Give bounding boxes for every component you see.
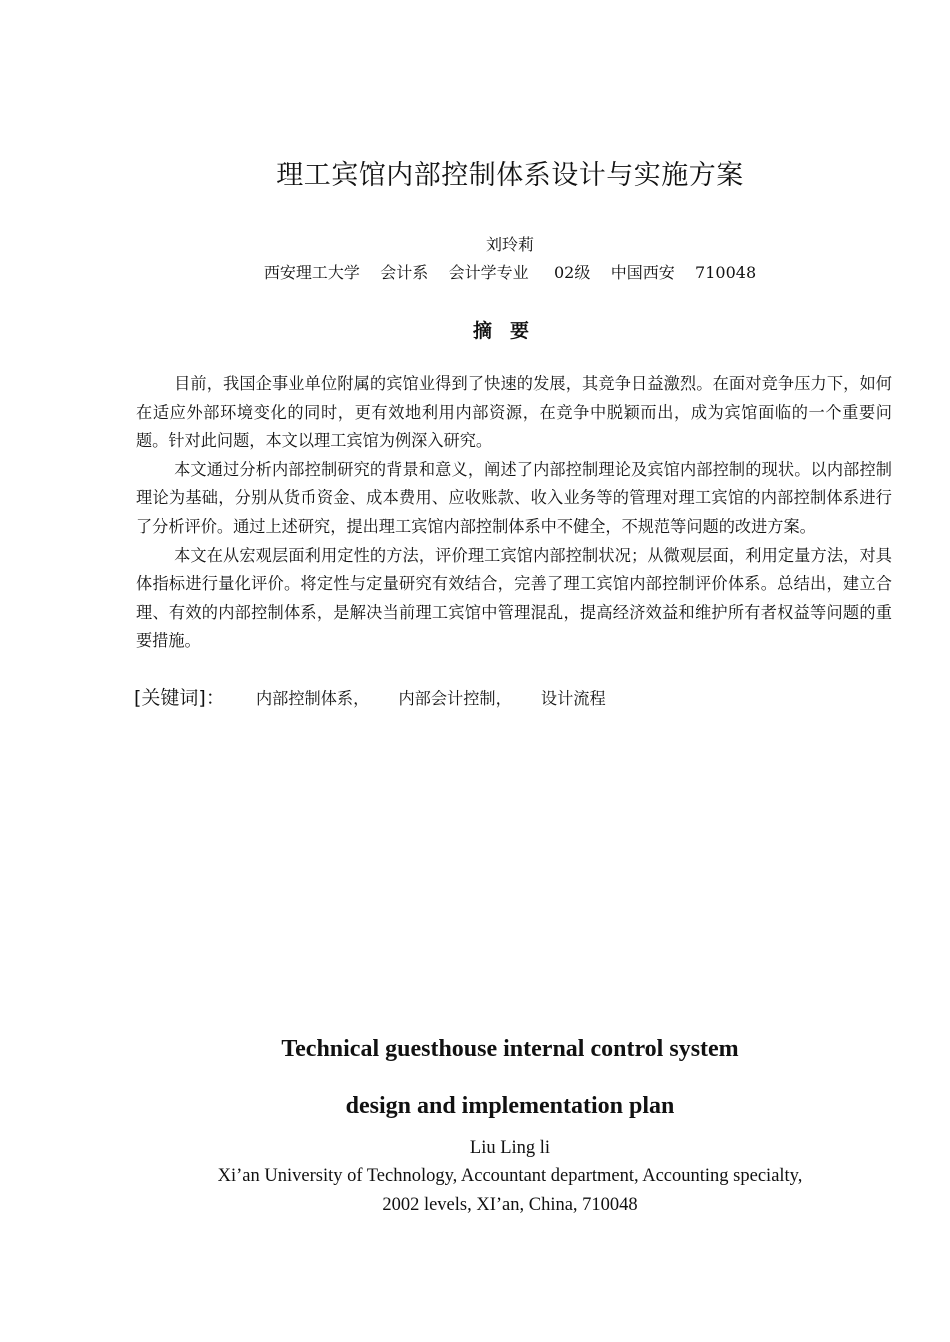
- chinese-affiliation: 西安理工大学 会计系 会计学专业 02级 中国西安 710048: [263, 263, 757, 282]
- keywords-line: [134, 684, 894, 713]
- abstract-heading: 摘要: [472, 320, 547, 342]
- chinese-title: 理工宾馆内部控制体系设计与实施方案: [276, 160, 744, 191]
- english-affiliation-line-1: Xi’an University of Technology, Accountant department, Accounting specialty,: [217, 1166, 803, 1186]
- english-title-line-1: Technical guesthouse internal control system: [281, 1036, 739, 1062]
- english-title-line-2: design and implementation plan: [345, 1093, 675, 1119]
- keyword-item: 设计流程: [540, 689, 606, 708]
- keywords-label: [关键词]：: [134, 687, 225, 709]
- english-author: Liu Ling li: [469, 1138, 551, 1158]
- abstract-body: [136, 370, 892, 656]
- keyword-item: 内部控制体系，: [255, 689, 370, 708]
- abstract-paragraph: 本文通过分析内部控制研究的背景和意义，阐述了内部控制理论及宾馆内部控制的现状。以内部控制理论为基础，分别从货币资金、成本费用、应收账款、收入业务等的管理对理工宾馆的内部控制体系进行了分析评价。通过上述研究，提出理工宾馆内部控制体系中不健全，不规范等问题的改进方案。: [136, 459, 892, 536]
- english-affiliation-line-2: 2002 levels, XI’an, China, 710048: [382, 1195, 638, 1215]
- abstract-paragraph: 本文在从宏观层面利用定性的方法，评价理工宾馆内部控制状况；从微观层面，利用定量方法，对具体指标进行量化评价。将定性与定量研究有效结合，完善了理工宾馆内部控制评价体系。总结出，建立合理、有效的内部控制体系，是解决当前理工宾馆中管理混乱，提高经济效益和维护所有者权益等问题的重要措施。: [136, 545, 892, 651]
- chinese-author: 刘玲莉: [485, 235, 534, 254]
- keyword-item: 内部会计控制，: [398, 689, 512, 708]
- abstract-paragraph: 目前，我国企事业单位附属的宾馆业得到了快速的发展，其竞争日益激烈。在面对竞争压力下，如何在适应外部环境变化的同时，更有效地利用内部资源，在竞争中脱颖而出，成为宾馆面临的一个重要问题。针对此问题，本文以理工宾馆为例深入研究。: [136, 374, 892, 451]
